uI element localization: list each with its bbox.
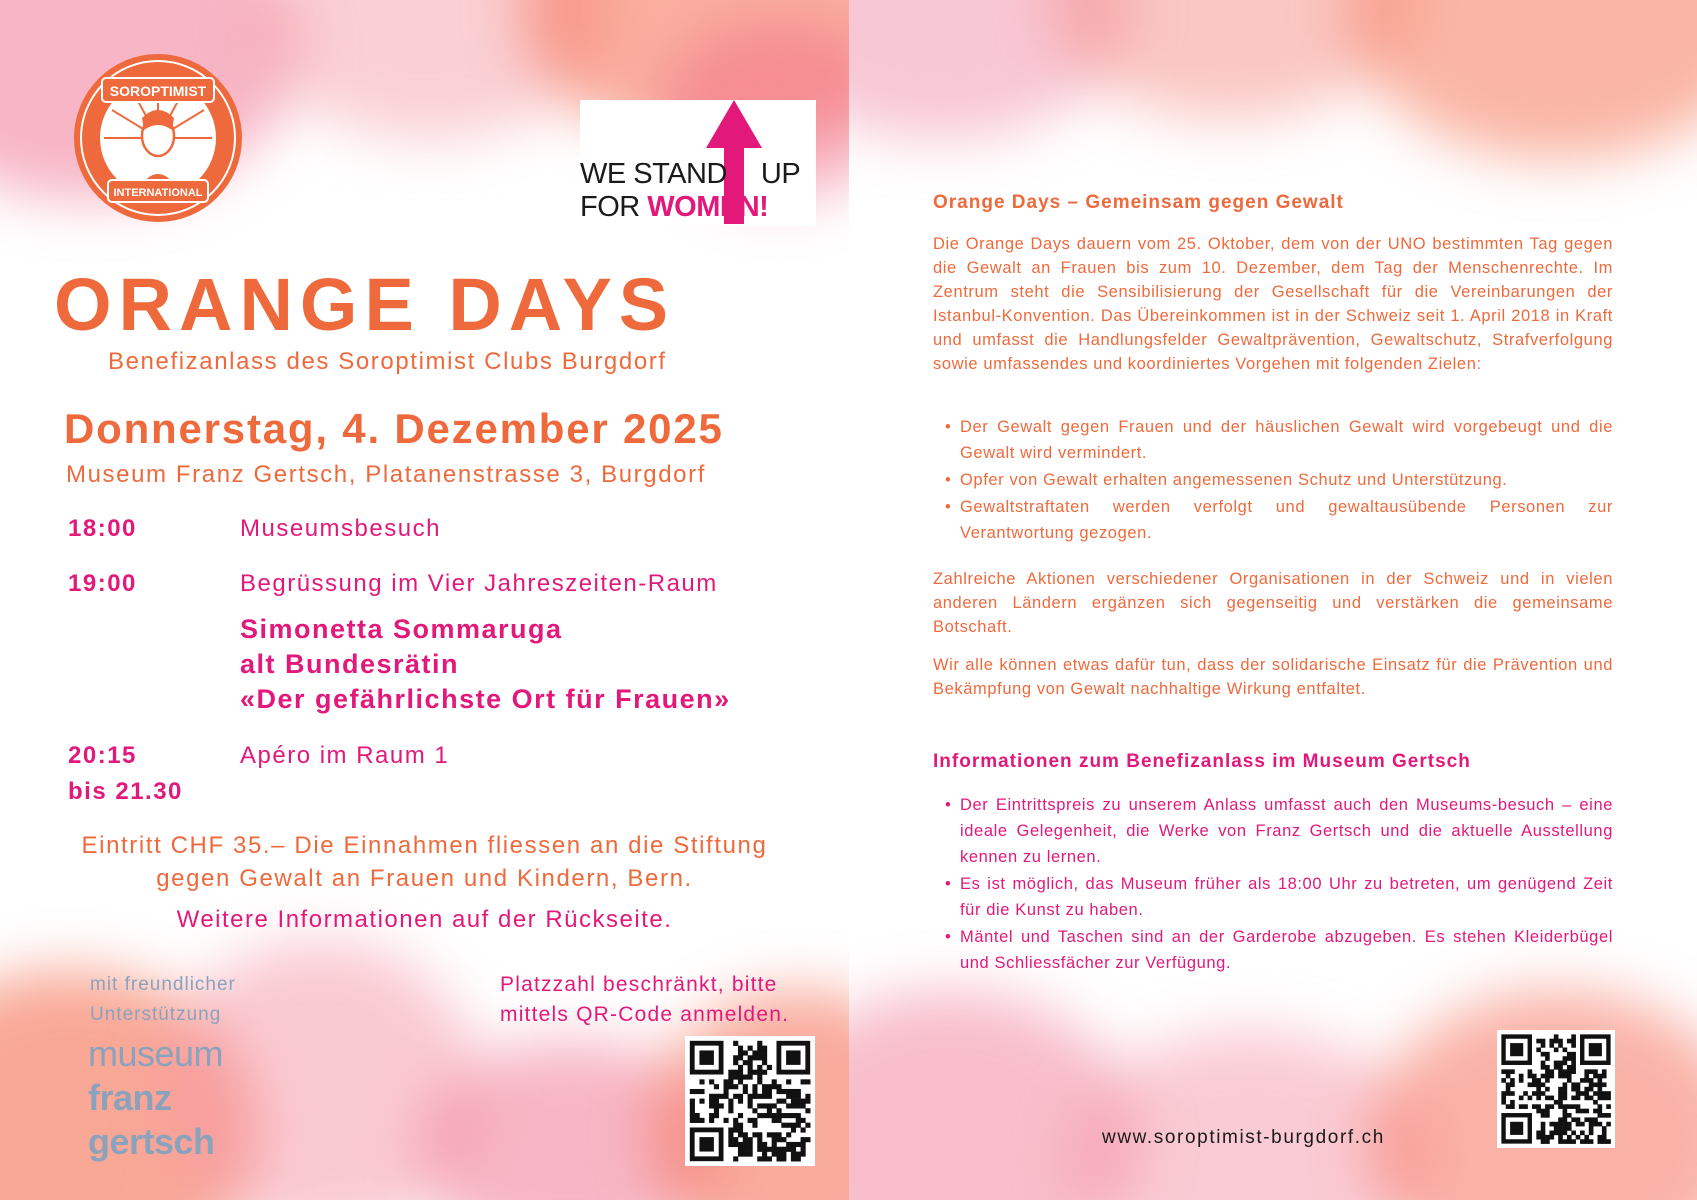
back-page	[849, 0, 1697, 1200]
soroptimist-emblem-icon	[72, 52, 244, 224]
speaker-name: Simonetta Sommaruga	[240, 614, 563, 644]
registration-note	[500, 970, 789, 1030]
campaign-line-2: FOR WOMEN!	[580, 191, 769, 223]
registration-qr-code[interactable]	[685, 1036, 815, 1166]
list-item: • Es ist möglich, das Museum früher als 18:00 Uhr zu betreten, um genügend Zeit für die Kunst zu haben.	[933, 871, 1613, 923]
speaker-role: alt Bundesrätin	[240, 649, 460, 679]
program-item: Begrüssung im Vier Jahreszeiten-Raum	[240, 570, 718, 597]
list-item: • Der Eintrittspreis zu unserem Anlass umfasst auch den Museums-besuch – eine ideale Gelegenheit, die Werke von Franz Gertsch und die aktuelle Ausstellung kennen zu lernen.	[933, 792, 1613, 870]
registration-line-2: mittels QR-Code anmelden.	[500, 1003, 790, 1026]
info-list	[933, 792, 1613, 977]
entry-line-2: gegen Gewalt an Frauen und Kindern, Bern.	[156, 865, 693, 892]
paragraph-actions: Zahlreiche Aktionen verschiedener Organisationen in der Schweiz und in vielen anderen Ländern ergänzen sich gegenseitig und verstärken die gemeinsame Botschaft.	[933, 570, 1613, 636]
list-item: • Der Gewalt gegen Frauen und der häuslichen Gewalt wird vorgebeugt und die Gewalt wird vermindert.	[933, 414, 1613, 466]
event-venue: Museum Franz Gertsch, Platanenstrasse 3, Burgdorf	[66, 461, 706, 488]
program-time-end: bis 21.30	[68, 778, 183, 805]
section-heading: Informationen zum Benefizanlass im Museum Gertsch	[933, 751, 1471, 772]
event-date: Donnerstag, 4. Dezember 2025	[64, 405, 724, 452]
more-info-note: Weitere Informationen auf der Rückseite.	[176, 906, 673, 933]
program-time: 18:00	[68, 515, 137, 542]
speaker-talk: «Der gefährlichste Ort für Frauen»	[240, 684, 731, 714]
campaign-line-1: WE STAND UP	[580, 158, 801, 190]
section-heading: Orange Days – Gemeinsam gegen Gewalt	[933, 192, 1344, 213]
list-item: • Gewaltstraftaten werden verfolgt und gewaltausübende Personen zur Verantwortung gezogen.	[933, 494, 1613, 546]
campaign-logo	[580, 100, 816, 226]
website-link[interactable]: www.soroptimist-burgdorf.ch	[1102, 1127, 1385, 1148]
sponsor-line-2: franz	[88, 1077, 172, 1118]
logo-top-text: SOROPTIMIST	[109, 83, 207, 99]
program-item: Apéro im Raum 1	[240, 742, 450, 769]
program-item: Museumsbesuch	[240, 515, 441, 542]
website-qr-code[interactable]	[1497, 1030, 1615, 1148]
list-item: • Mäntel und Taschen sind an der Garderobe abzugeben. Es stehen Kleiderbügel und Schliessfächer zur Verfügung.	[933, 924, 1613, 976]
intro-paragraph: Die Orange Days dauern vom 25. Oktober, dem von der UNO bestimmten Tag gegen die Gewalt an Frauen bis zum 10. Dezember, dem Tag der Menschenrechte. Im Zentrum steht die Sensibilisierung der Gesellschaft für die Vereinbarungen der Istanbul-Konvention. Das Übereinkommen ist in der Schweiz seit 1. April 2018 in Kraft und umfasst die Handlungsfelder Gewaltprävention, Gewaltschutz, Strafverfolgung sowie umfassendes und koordiniertes Vorgehen mit folgenden Zielen:	[933, 235, 1613, 373]
program-time: 19:00	[68, 570, 137, 597]
watercolor-blob	[1349, 0, 1697, 160]
qr-code-icon	[685, 1036, 815, 1166]
list-item: • Opfer von Gewalt erhalten angemessenen Schutz und Unterstützung.	[933, 467, 1613, 493]
registration-line-1: Platzzahl beschränkt, bitte	[500, 973, 778, 996]
goals-list	[933, 414, 1613, 547]
sponsor-line-3: gertsch	[88, 1121, 215, 1162]
entry-line-1: Eintritt CHF 35.– Die Einnahmen fliessen an die Stiftung	[81, 832, 768, 859]
support-line-1: mit freundlicher	[90, 974, 236, 995]
paragraph-engagement: Wir alle können etwas dafür tun, dass der solidarische Einsatz für die Prävention und Bekämpfung von Gewalt nachhaltige Wirkung entfaltet.	[933, 656, 1613, 698]
support-line-2: Unterstützung	[90, 1004, 222, 1025]
sponsor-line-1: museum	[88, 1033, 224, 1074]
soroptimist-logo	[72, 52, 244, 224]
support-note	[90, 970, 236, 1030]
logo-bottom-text: INTERNATIONAL	[113, 187, 203, 199]
program-time: 20:15	[68, 742, 137, 769]
sponsor-logo	[88, 1032, 223, 1164]
speaker-block	[240, 612, 731, 717]
qr-code-icon	[1497, 1030, 1615, 1148]
event-title: ORANGE DAYS	[54, 263, 676, 346]
event-subtitle: Benefizanlass des Soroptimist Clubs Burgdorf	[108, 348, 667, 375]
